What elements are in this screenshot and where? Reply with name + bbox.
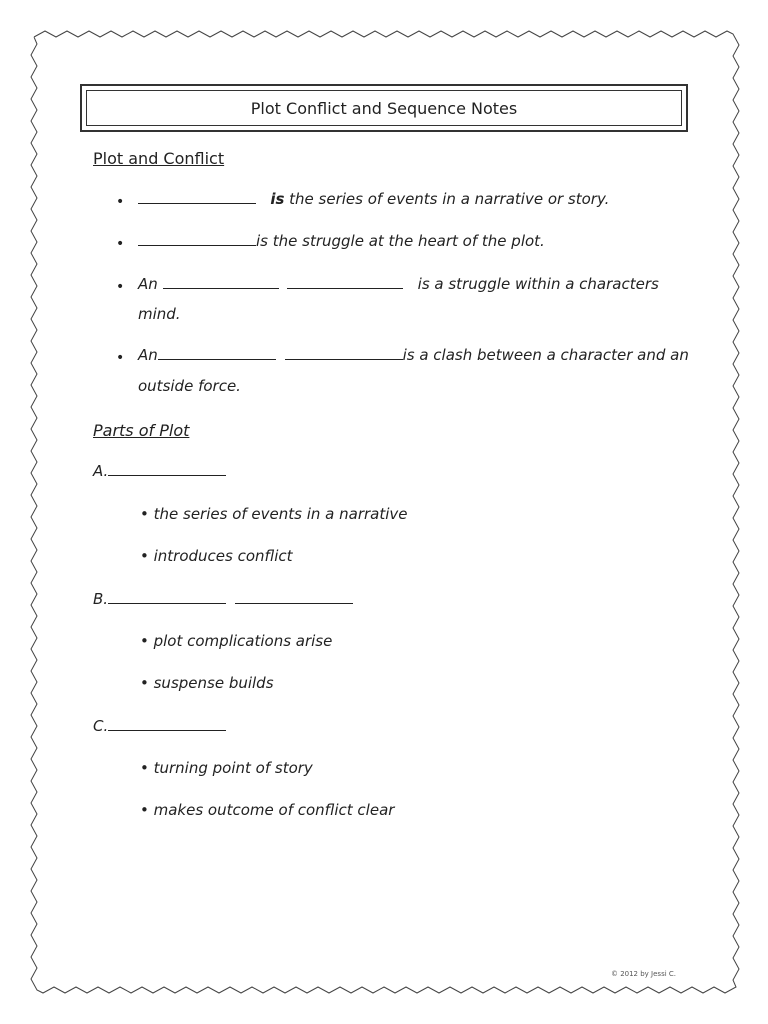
part-c-point-2: • makes outcome of conflict clear	[140, 801, 395, 819]
part-letter: B.	[93, 590, 109, 608]
fill-in-blank[interactable]	[108, 717, 226, 731]
part-letter: A.	[93, 462, 109, 480]
note-prefix: An	[138, 346, 158, 364]
section-heading-parts-of-plot: Parts of Plot	[93, 421, 190, 440]
note-keyword: is	[270, 190, 285, 208]
bullet-dot: •	[116, 350, 125, 366]
bullet-dot: •	[116, 194, 125, 210]
part-c-point-1: • turning point of story	[140, 759, 313, 777]
part-c	[93, 717, 226, 735]
note-text: is the struggle at the heart of the plot.	[256, 232, 545, 250]
bullet-dot: •	[116, 279, 125, 295]
fill-in-blank[interactable]	[138, 232, 256, 246]
note-line-4	[138, 346, 689, 364]
note-line-1	[138, 190, 609, 208]
fill-in-blank[interactable]	[108, 462, 226, 476]
part-letter: C.	[93, 717, 109, 735]
note-continuation: mind.	[138, 305, 181, 323]
note-prefix: An	[138, 275, 158, 293]
note-line-2	[138, 232, 545, 250]
part-a	[93, 462, 226, 480]
note-continuation: outside force.	[138, 377, 241, 395]
part-b-point-1: • plot complications arise	[140, 632, 333, 650]
fill-in-blank[interactable]	[108, 590, 226, 604]
bullet-dot: •	[116, 236, 125, 252]
part-b-point-2: • suspense builds	[140, 674, 274, 692]
note-line-3	[138, 275, 659, 293]
note-text: is a struggle within a characters	[412, 275, 659, 293]
part-b	[93, 590, 353, 608]
note-text: is a clash between a character and an	[402, 346, 689, 364]
fill-in-blank[interactable]	[285, 346, 403, 360]
part-a-point-2: • introduces conflict	[140, 547, 293, 565]
page-title: Plot Conflict and Sequence Notes	[86, 90, 682, 126]
part-a-point-1: • the series of events in a narrative	[140, 505, 408, 523]
copyright-text: © 2012 by Jessi C.	[610, 970, 676, 978]
fill-in-blank[interactable]	[163, 275, 279, 289]
section-heading-plot-and-conflict: Plot and Conflict	[93, 149, 225, 168]
fill-in-blank[interactable]	[287, 275, 403, 289]
fill-in-blank[interactable]	[138, 190, 256, 204]
fill-in-blank[interactable]	[235, 590, 353, 604]
note-text: the series of events in a narrative or story.	[284, 190, 610, 208]
title-box	[80, 84, 688, 132]
fill-in-blank[interactable]	[158, 346, 276, 360]
